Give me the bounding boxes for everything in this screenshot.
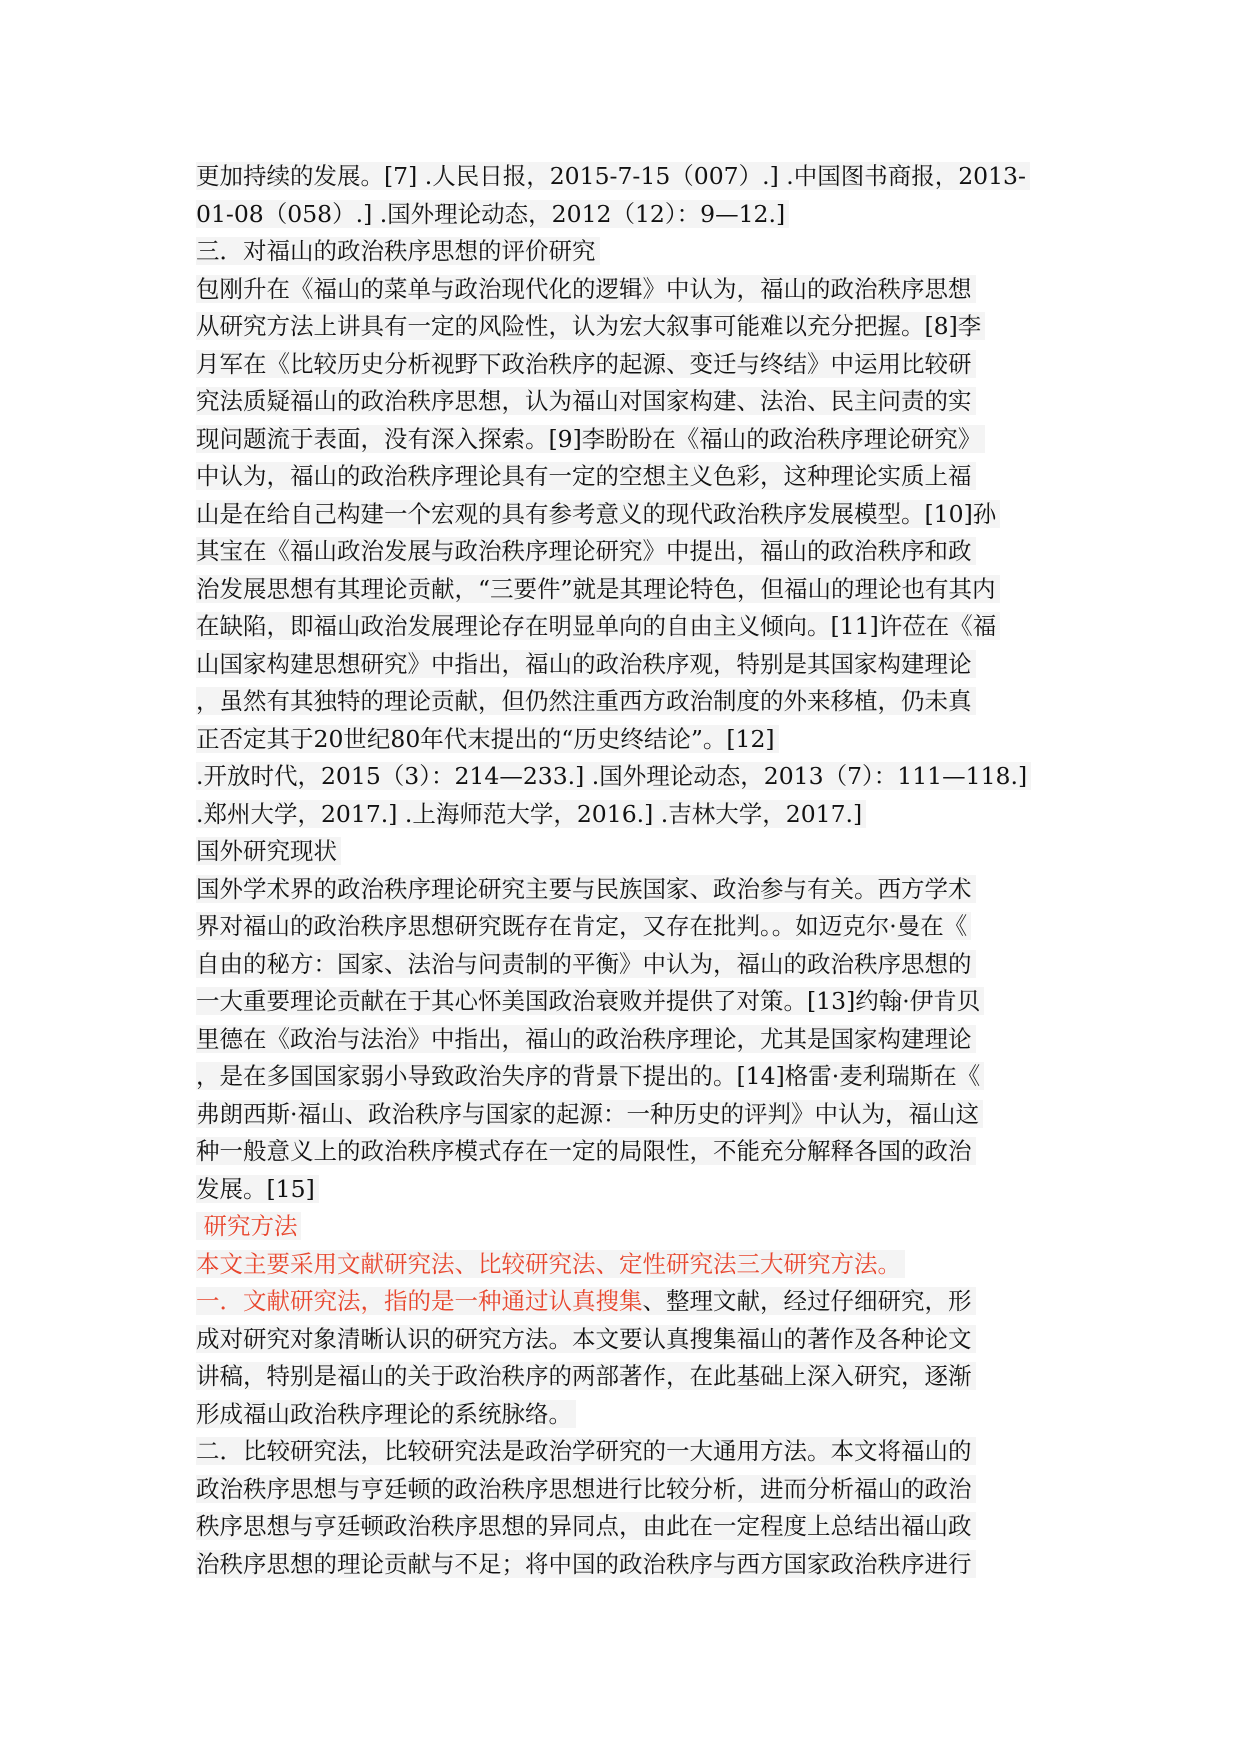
text-line: 里德在《政治与法治》中指出，福山的政治秩序理论，尤其是国家构建理论 — [196, 1021, 1076, 1059]
reference-line: .郑州大学，2017.] .上海师范大学，2016.] .吉林大学，2017.] — [196, 796, 1076, 834]
text-line: ，虽然有其独特的理论贡献，但仍然注重西方政治制度的外来移植，仍未真 — [196, 683, 1076, 721]
reference-line: .开放时代，2015（3）：214—233.] .国外理论动态，2013（7）：111—118.] — [196, 758, 1076, 796]
text-line: 在缺陷，即福山政治发展理论存在明显单向的自由主义倾向。[11]许莅在《福 — [196, 608, 1076, 646]
text-line: 治发展思想有其理论贡献，“三要件”就是其理论特色，但福山的理论也有其内 — [196, 571, 1076, 609]
text-line-red: 本文主要采用文献研究法、比较研究法、定性研究法三大研究方法。 — [196, 1246, 1076, 1284]
text-line: 发展。[15] — [196, 1171, 1076, 1209]
text-line: 一大重要理论贡献在于其心怀美国政治衰败并提供了对策。[13]约翰·伊肯贝 — [196, 983, 1076, 1021]
text-line: 秩序思想与亨廷顿政治秩序思想的异同点，由此在一定程度上总结出福山政 — [196, 1508, 1076, 1546]
text-line: 治秩序思想的理论贡献与不足；将中国的政治秩序与西方国家政治秩序进行 — [196, 1546, 1076, 1584]
text-segment: 、整理文献，经过仔细研究，形 — [643, 1287, 976, 1315]
text-line: 山是在给自己构建一个宏观的具有参考意义的现代政治秩序发展模型。[10]孙 — [196, 496, 1076, 534]
text-line: 二．比较研究法，比较研究法是政治学研究的一大通用方法。本文将福山的 — [196, 1433, 1076, 1471]
text-line: 01-08（058）.] .国外理论动态，2012（12）：9—12.] — [196, 196, 1076, 234]
text-line: 其宝在《福山政治发展与政治秩序理论研究》中提出，福山的政治秩序和政 — [196, 533, 1076, 571]
text-line: 正否定其于20世纪80年代末提出的“历史终结论”。[12] — [196, 721, 1076, 759]
text-line: 形成福山政治秩序理论的系统脉络。 — [196, 1396, 1076, 1434]
text-line-mixed — [196, 1283, 1076, 1321]
text-line: 自由的秘方：国家、法治与问责制的平衡》中认为，福山的政治秩序思想的 — [196, 946, 1076, 984]
text-line: 国外学术界的政治秩序理论研究主要与民族国家、政治参与有关。西方学术 — [196, 871, 1076, 909]
text-line: 包刚升在《福山的菜单与政治现代化的逻辑》中认为，福山的政治秩序思想 — [196, 271, 1076, 309]
text-line: 弗朗西斯·福山、政治秩序与国家的起源：一种历史的评判》中认为，福山这 — [196, 1096, 1076, 1134]
text-line: 中认为，福山的政治秩序理论具有一定的空想主义色彩，这种理论实质上福 — [196, 458, 1076, 496]
text-line: 山国家构建思想研究》中指出，福山的政治秩序观，特别是其国家构建理论 — [196, 646, 1076, 684]
text-line: 种一般意义上的政治秩序模式存在一定的局限性，不能充分解释各国的政治 — [196, 1133, 1076, 1171]
text-line: 成对研究对象清晰认识的研究方法。本文要认真搜集福山的著作及各种论文 — [196, 1321, 1076, 1359]
red-text-segment: 一．文献研究法，指的是一种通过认真搜集 — [196, 1287, 643, 1315]
text-line: 更加持续的发展。[7] .人民日报，2015-7-15（007）.] .中国图书商报，2013- — [196, 158, 1076, 196]
section-heading-red: 研究方法 — [196, 1208, 1076, 1246]
text-line: 从研究方法上讲具有一定的风险性，认为宏大叙事可能难以充分把握。[8]李 — [196, 308, 1076, 346]
text-line: ，是在多国国家弱小导致政治失序的背景下提出的。[14]格雷·麦利瑞斯在《 — [196, 1058, 1076, 1096]
section-heading: 三．对福山的政治秩序思想的评价研究 — [196, 233, 1076, 271]
section-heading: 国外研究现状 — [196, 833, 1076, 871]
text-line: 讲稿，特别是福山的关于政治秩序的两部著作，在此基础上深入研究，逐渐 — [196, 1358, 1076, 1396]
text-line: 界对福山的政治秩序思想研究既存在肯定，又存在批判。。如迈克尔·曼在《 — [196, 908, 1076, 946]
text-line: 政治秩序思想与亨廷顿的政治秩序思想进行比较分析，进而分析福山的政治 — [196, 1471, 1076, 1509]
text-line: 月军在《比较历史分析视野下政治秩序的起源、变迁与终结》中运用比较研 — [196, 346, 1076, 384]
text-line: 究法质疑福山的政治秩序思想，认为福山对国家构建、法治、民主问责的实 — [196, 383, 1076, 421]
text-line: 现问题流于表面，没有深入探索。[9]李盼盼在《福山的政治秩序理论研究》 — [196, 421, 1076, 459]
document-body — [196, 158, 1076, 1583]
